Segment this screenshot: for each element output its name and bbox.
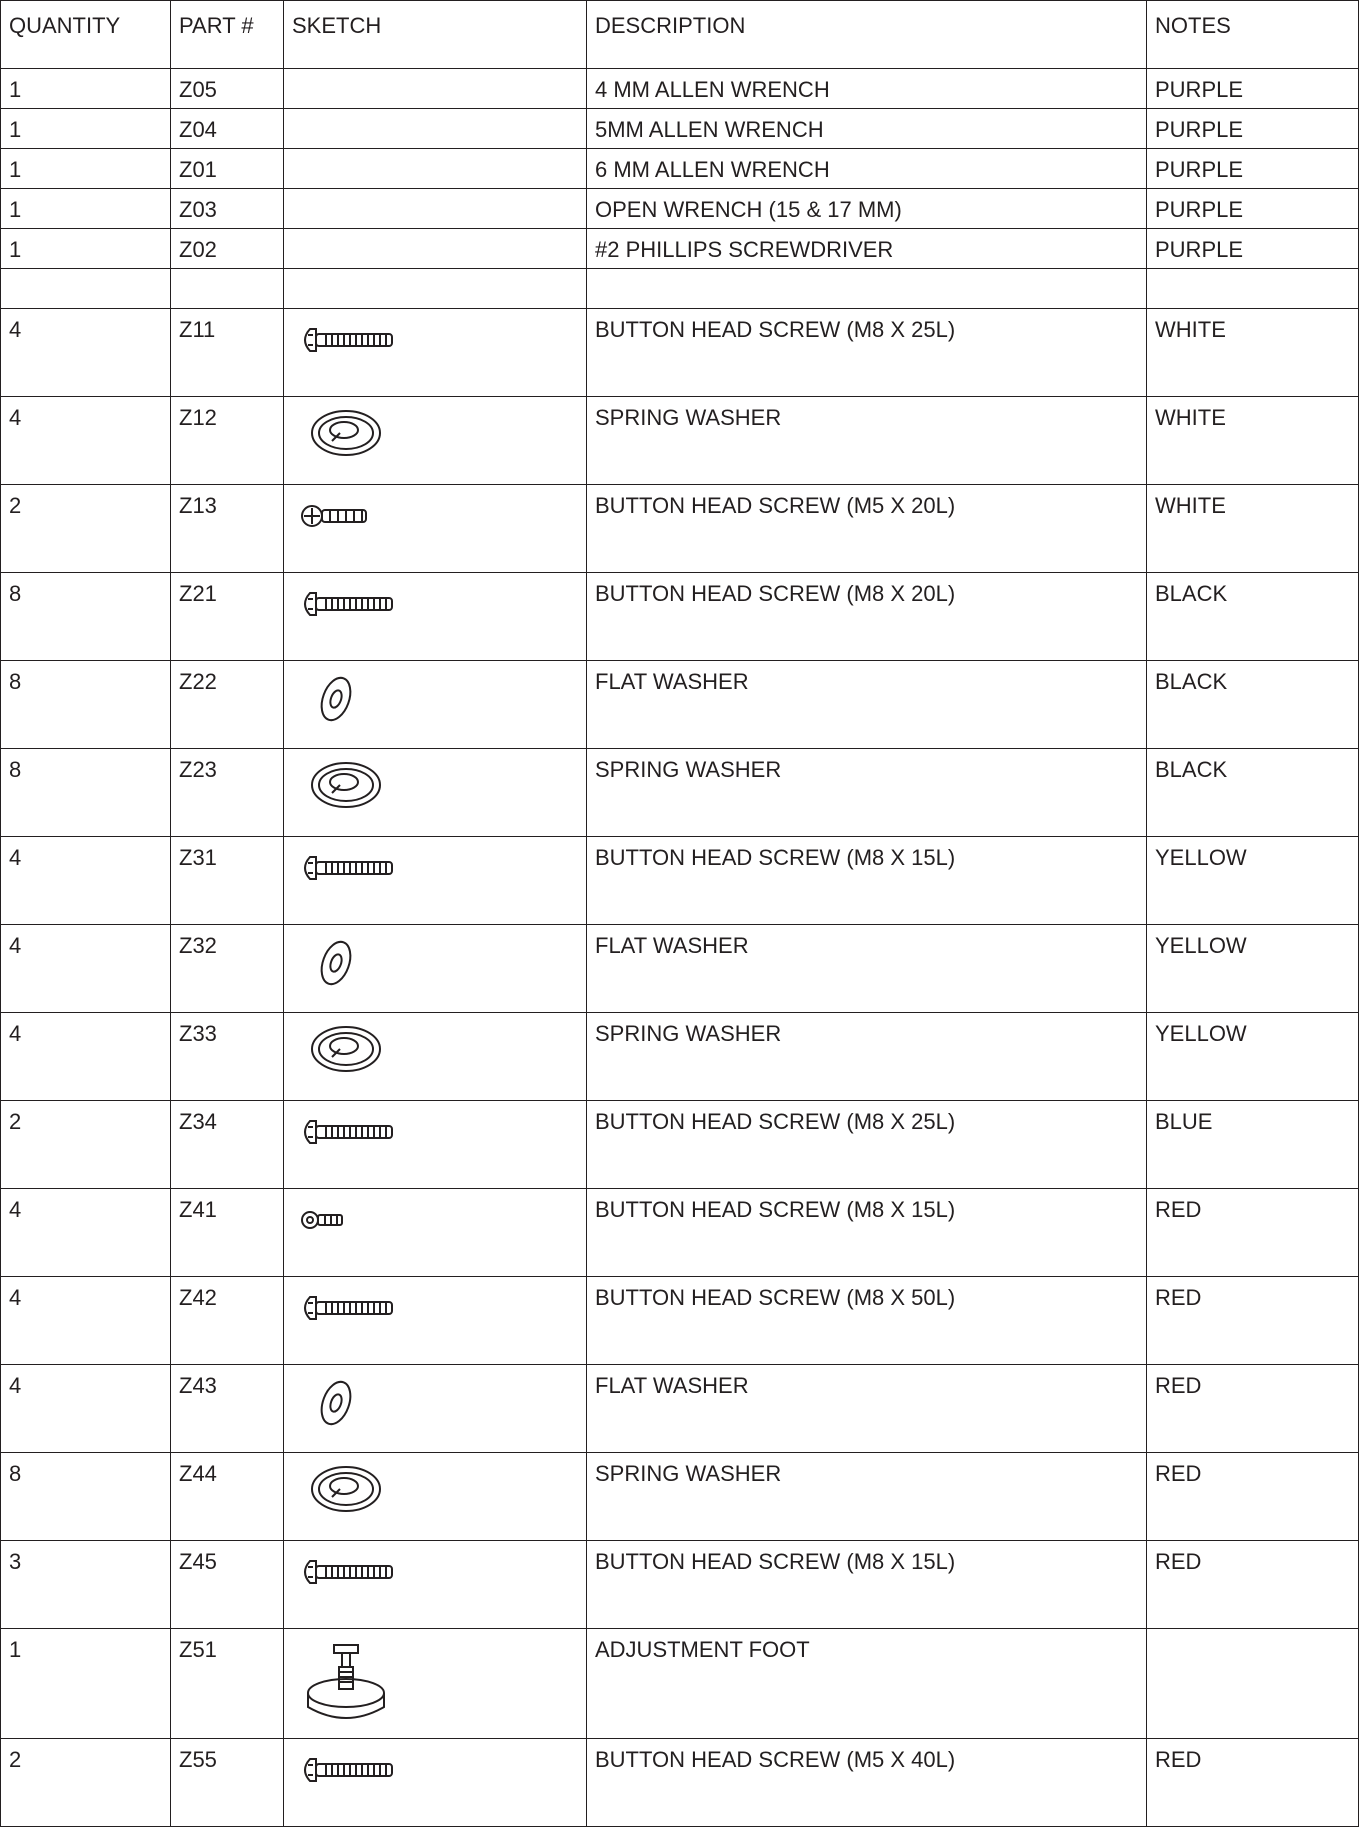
table-row — [1, 1365, 1359, 1453]
cell-part-number: Z55 — [171, 1739, 284, 1827]
cell-part-number — [171, 269, 284, 309]
cell-notes: PURPLE — [1147, 109, 1359, 149]
cell-description: BUTTON HEAD SCREW (M8 X 50L) — [587, 1277, 1147, 1365]
cell-description: BUTTON HEAD SCREW (M8 X 15L) — [587, 1189, 1147, 1277]
cell-quantity: 4 — [1, 1365, 171, 1453]
cell-notes — [1147, 269, 1359, 309]
table-row — [1, 1189, 1359, 1277]
cell-quantity: 8 — [1, 749, 171, 837]
cell-sketch — [284, 573, 587, 661]
cell-part-number: Z31 — [171, 837, 284, 925]
cell-notes: RED — [1147, 1541, 1359, 1629]
cell-quantity: 4 — [1, 1013, 171, 1101]
header-row — [1, 1, 1359, 69]
cell-quantity: 1 — [1, 69, 171, 109]
cell-quantity: 4 — [1, 1189, 171, 1277]
cell-quantity: 1 — [1, 149, 171, 189]
cell-description: BUTTON HEAD SCREW (M8 X 25L) — [587, 309, 1147, 397]
cell-notes — [1147, 1629, 1359, 1739]
cell-notes: RED — [1147, 1739, 1359, 1827]
table-row — [1, 229, 1359, 269]
cell-description: BUTTON HEAD SCREW (M8 X 25L) — [587, 1101, 1147, 1189]
cell-sketch — [284, 837, 587, 925]
cell-notes: WHITE — [1147, 397, 1359, 485]
cell-quantity — [1, 269, 171, 309]
table-row — [1, 309, 1359, 397]
cell-sketch — [284, 229, 587, 269]
cell-part-number: Z01 — [171, 149, 284, 189]
table-row — [1, 485, 1359, 573]
cell-description: SPRING WASHER — [587, 1453, 1147, 1541]
cell-description: BUTTON HEAD SCREW (M8 X 15L) — [587, 1541, 1147, 1629]
cell-sketch — [284, 309, 587, 397]
cell-quantity: 4 — [1, 837, 171, 925]
cell-quantity: 3 — [1, 1541, 171, 1629]
table-row — [1, 1541, 1359, 1629]
table-row — [1, 573, 1359, 661]
table-row — [1, 1101, 1359, 1189]
cell-notes: BLACK — [1147, 749, 1359, 837]
cell-description: BUTTON HEAD SCREW (M8 X 20L) — [587, 573, 1147, 661]
cell-description: ADJUSTMENT FOOT — [587, 1629, 1147, 1739]
cell-quantity: 4 — [1, 925, 171, 1013]
header-part-number: PART # — [171, 1, 284, 69]
cell-sketch — [284, 1739, 587, 1827]
cell-part-number: Z51 — [171, 1629, 284, 1739]
cell-quantity: 4 — [1, 1277, 171, 1365]
cell-quantity: 1 — [1, 109, 171, 149]
cell-sketch — [284, 69, 587, 109]
cell-quantity: 8 — [1, 1453, 171, 1541]
cell-sketch — [284, 1453, 587, 1541]
cell-notes: RED — [1147, 1277, 1359, 1365]
cell-part-number: Z21 — [171, 573, 284, 661]
cell-quantity: 1 — [1, 189, 171, 229]
cell-sketch — [284, 1541, 587, 1629]
cell-sketch — [284, 1013, 587, 1101]
cell-sketch — [284, 749, 587, 837]
cell-quantity: 1 — [1, 229, 171, 269]
header-quantity: QUANTITY — [1, 1, 171, 69]
cell-sketch — [284, 1365, 587, 1453]
cell-description: SPRING WASHER — [587, 749, 1147, 837]
cell-description: 5MM ALLEN WRENCH — [587, 109, 1147, 149]
cell-notes: BLACK — [1147, 661, 1359, 749]
cell-notes: PURPLE — [1147, 149, 1359, 189]
cell-notes: RED — [1147, 1189, 1359, 1277]
cell-part-number: Z22 — [171, 661, 284, 749]
cell-quantity: 1 — [1, 1629, 171, 1739]
cell-part-number: Z05 — [171, 69, 284, 109]
cell-quantity: 2 — [1, 1739, 171, 1827]
cell-quantity: 8 — [1, 661, 171, 749]
cell-description: SPRING WASHER — [587, 1013, 1147, 1101]
cell-quantity: 4 — [1, 309, 171, 397]
header-sketch: SKETCH — [284, 1, 587, 69]
cell-part-number: Z45 — [171, 1541, 284, 1629]
cell-sketch — [284, 189, 587, 229]
table-row — [1, 749, 1359, 837]
cell-sketch — [284, 925, 587, 1013]
table-row — [1, 397, 1359, 485]
cell-sketch — [284, 661, 587, 749]
cell-part-number: Z34 — [171, 1101, 284, 1189]
cell-description: 6 MM ALLEN WRENCH — [587, 149, 1147, 189]
cell-part-number: Z04 — [171, 109, 284, 149]
cell-notes: BLUE — [1147, 1101, 1359, 1189]
table-row — [1, 269, 1359, 309]
table-row — [1, 189, 1359, 229]
cell-part-number: Z13 — [171, 485, 284, 573]
table-row — [1, 837, 1359, 925]
cell-part-number: Z23 — [171, 749, 284, 837]
cell-description: SPRING WASHER — [587, 397, 1147, 485]
cell-quantity: 2 — [1, 485, 171, 573]
cell-notes: PURPLE — [1147, 189, 1359, 229]
cell-part-number: Z11 — [171, 309, 284, 397]
cell-notes: RED — [1147, 1453, 1359, 1541]
table-row — [1, 69, 1359, 109]
cell-description: FLAT WASHER — [587, 661, 1147, 749]
cell-sketch — [284, 1629, 587, 1739]
cell-part-number: Z44 — [171, 1453, 284, 1541]
header-description: DESCRIPTION — [587, 1, 1147, 69]
cell-notes: YELLOW — [1147, 925, 1359, 1013]
cell-part-number: Z43 — [171, 1365, 284, 1453]
cell-description: FLAT WASHER — [587, 925, 1147, 1013]
cell-part-number: Z12 — [171, 397, 284, 485]
cell-description — [587, 269, 1147, 309]
cell-quantity: 4 — [1, 397, 171, 485]
cell-notes: WHITE — [1147, 485, 1359, 573]
cell-notes: RED — [1147, 1365, 1359, 1453]
cell-description: #2 PHILLIPS SCREWDRIVER — [587, 229, 1147, 269]
cell-part-number: Z02 — [171, 229, 284, 269]
cell-sketch — [284, 269, 587, 309]
cell-notes: WHITE — [1147, 309, 1359, 397]
table-row — [1, 661, 1359, 749]
cell-notes: YELLOW — [1147, 1013, 1359, 1101]
cell-sketch — [284, 1101, 587, 1189]
cell-sketch — [284, 397, 587, 485]
cell-sketch — [284, 149, 587, 189]
table-row — [1, 925, 1359, 1013]
cell-description: BUTTON HEAD SCREW (M5 X 20L) — [587, 485, 1147, 573]
cell-description: BUTTON HEAD SCREW (M8 X 15L) — [587, 837, 1147, 925]
cell-sketch — [284, 109, 587, 149]
table-row — [1, 1453, 1359, 1541]
table-row — [1, 1013, 1359, 1101]
cell-part-number: Z33 — [171, 1013, 284, 1101]
table-row — [1, 1739, 1359, 1827]
cell-part-number: Z42 — [171, 1277, 284, 1365]
table-row — [1, 109, 1359, 149]
cell-notes: BLACK — [1147, 573, 1359, 661]
cell-notes: YELLOW — [1147, 837, 1359, 925]
cell-description: BUTTON HEAD SCREW (M5 X 40L) — [587, 1739, 1147, 1827]
cell-notes: PURPLE — [1147, 69, 1359, 109]
cell-description: OPEN WRENCH (15 & 17 MM) — [587, 189, 1147, 229]
header-notes: NOTES — [1147, 1, 1359, 69]
cell-sketch — [284, 1189, 587, 1277]
cell-sketch — [284, 485, 587, 573]
cell-quantity: 8 — [1, 573, 171, 661]
cell-quantity: 2 — [1, 1101, 171, 1189]
cell-part-number: Z41 — [171, 1189, 284, 1277]
table-row — [1, 1277, 1359, 1365]
cell-sketch — [284, 1277, 587, 1365]
cell-description: FLAT WASHER — [587, 1365, 1147, 1453]
cell-notes: PURPLE — [1147, 229, 1359, 269]
table-row — [1, 149, 1359, 189]
cell-part-number: Z03 — [171, 189, 284, 229]
table-row — [1, 1629, 1359, 1739]
cell-description: 4 MM ALLEN WRENCH — [587, 69, 1147, 109]
cell-part-number: Z32 — [171, 925, 284, 1013]
